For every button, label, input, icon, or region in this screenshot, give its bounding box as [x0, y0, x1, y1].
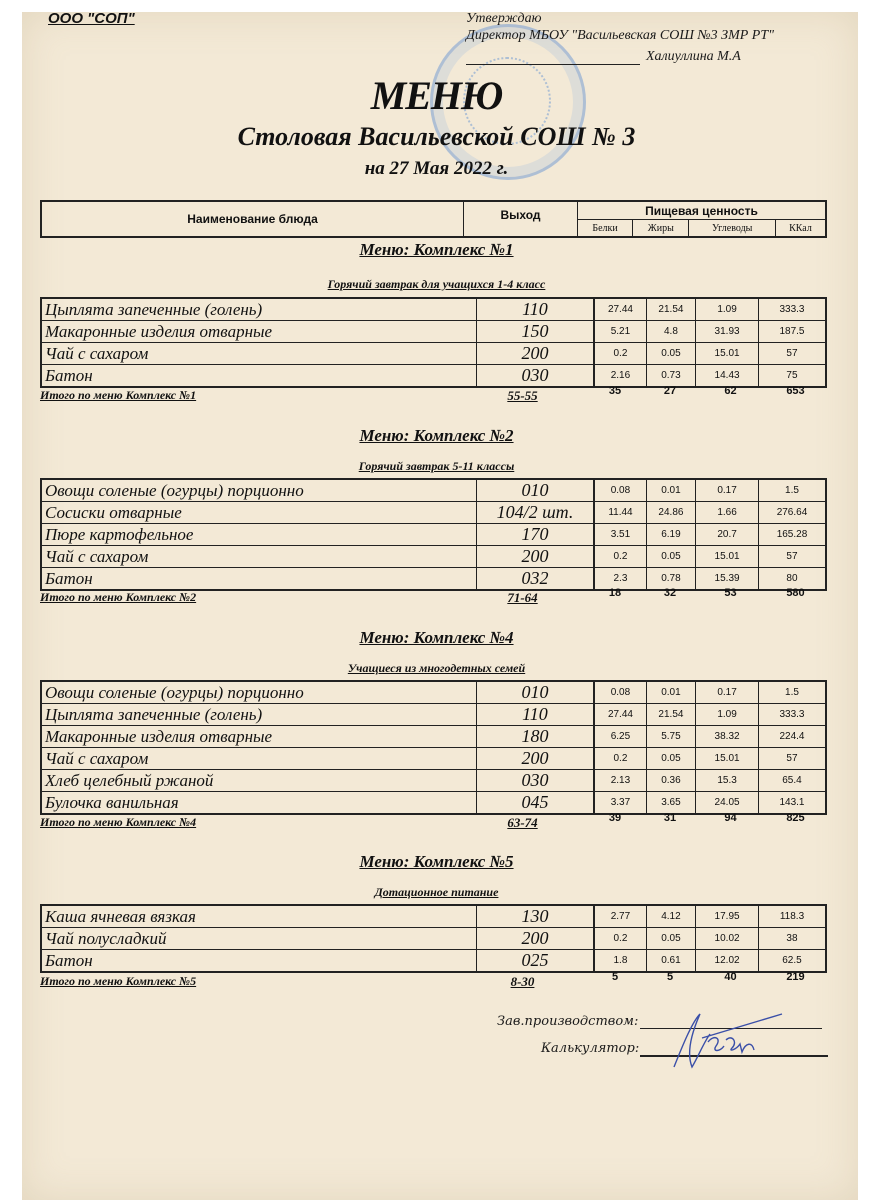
dish-name: Чай с сахаром: [41, 546, 476, 568]
carbs-value: 24.05: [696, 792, 759, 815]
dish-output: 032: [476, 568, 594, 591]
protein-value: 27.44: [594, 704, 646, 726]
table-row: [41, 524, 826, 546]
kcal-value: 57: [758, 546, 826, 568]
fat-value: 3.65: [646, 792, 695, 815]
table-row: [41, 905, 826, 928]
kcal-value: 38: [758, 928, 826, 950]
dish-name: Чай с сахаром: [41, 343, 476, 365]
fat-value: 21.54: [646, 704, 695, 726]
table-row: [41, 681, 826, 704]
kcal-value: 143.1: [758, 792, 826, 815]
protein-value: 27.44: [594, 298, 646, 321]
kcal-value: 333.3: [758, 704, 826, 726]
table-row: [41, 748, 826, 770]
total-fat: 31: [663, 812, 677, 824]
total-label: Итого по меню Комплекс №5: [40, 974, 197, 988]
protein-value: 0.2: [594, 546, 646, 568]
kcal-value: 118.3: [758, 905, 826, 928]
dish-output: 010: [476, 681, 594, 704]
dish-output: 010: [476, 479, 594, 502]
total-kcal: 580: [786, 587, 805, 599]
protein-value: 2.16: [594, 365, 646, 388]
dish-name: Чай полусладкий: [41, 928, 476, 950]
carbs-value: 38.32: [696, 726, 759, 748]
menu-table: [40, 680, 827, 815]
table-row: [41, 321, 826, 343]
table-row: [41, 792, 826, 815]
carbs-value: 1.09: [696, 298, 759, 321]
total-protein: 5: [611, 971, 619, 983]
table-row: [41, 928, 826, 950]
section-subtitle: Горячий завтрак 5-11 классы: [358, 459, 515, 473]
header-carbs: Углеводы: [689, 220, 775, 237]
dish-output: 030: [476, 770, 594, 792]
fat-value: 4.12: [646, 905, 695, 928]
protein-value: 0.2: [594, 928, 646, 950]
carbs-value: 1.66: [696, 502, 759, 524]
total-label: Итого по меню Комплекс №2: [40, 590, 197, 604]
carbs-value: 15.01: [696, 546, 759, 568]
approval-signature-line: [466, 64, 640, 65]
table-header: [40, 200, 827, 238]
dish-name: Хлеб целебный ржаной: [41, 770, 476, 792]
dish-output: 110: [476, 298, 594, 321]
dish-output: 170: [476, 524, 594, 546]
section-subtitle: Дотационное питание: [374, 885, 499, 899]
total-price: 8-30: [510, 974, 535, 989]
carbs-value: 20.7: [696, 524, 759, 546]
carbs-value: 15.01: [696, 748, 759, 770]
kcal-value: 224.4: [758, 726, 826, 748]
kcal-value: 1.5: [758, 479, 826, 502]
total-fat: 27: [663, 385, 677, 397]
dish-output: 150: [476, 321, 594, 343]
approval-name: Халиуллина М.А: [646, 49, 741, 64]
header-protein: Белки: [578, 220, 633, 237]
total-label: Итого по меню Комплекс №1: [40, 388, 197, 402]
protein-value: 2.13: [594, 770, 646, 792]
section-title: Меню: Комплекс №1: [359, 240, 514, 259]
protein-value: 0.2: [594, 748, 646, 770]
dish-name: Макаронные изделия отварные: [41, 726, 476, 748]
protein-value: 2.3: [594, 568, 646, 591]
total-kcal: 219: [786, 971, 805, 983]
handwritten-signature: [662, 1012, 802, 1072]
dish-name: Каша ячневая вязкая: [41, 905, 476, 928]
table-row: [41, 479, 826, 502]
dish-output: 180: [476, 726, 594, 748]
kcal-value: 187.5: [758, 321, 826, 343]
table-row: [41, 704, 826, 726]
kcal-value: 276.64: [758, 502, 826, 524]
kcal-value: 165.28: [758, 524, 826, 546]
fat-value: 0.01: [646, 681, 695, 704]
fat-value: 0.61: [646, 950, 695, 973]
kcal-value: 75: [758, 365, 826, 388]
total-label: Итого по меню Комплекс №4: [40, 815, 197, 829]
dish-output: 200: [476, 748, 594, 770]
fat-value: 0.78: [646, 568, 695, 591]
kcal-value: 333.3: [758, 298, 826, 321]
header-nutrition: Пищевая ценность: [578, 201, 827, 220]
protein-value: 2.77: [594, 905, 646, 928]
fat-value: 5.75: [646, 726, 695, 748]
total-fat: 5: [666, 971, 674, 983]
section-subtitle: Горячий завтрак для учащихся 1-4 класс: [327, 277, 546, 291]
dish-name: Батон: [41, 365, 476, 388]
dish-name: Цыплята запеченные (голень): [41, 298, 476, 321]
kcal-value: 80: [758, 568, 826, 591]
carbs-value: 14.43: [696, 365, 759, 388]
protein-value: 3.37: [594, 792, 646, 815]
section-total: [40, 971, 827, 992]
header-output: Выход: [464, 201, 578, 237]
carbs-value: 31.93: [696, 321, 759, 343]
dish-output: 025: [476, 950, 594, 973]
carbs-value: 1.09: [696, 704, 759, 726]
menu-table: [40, 904, 827, 973]
total-protein: 39: [608, 812, 622, 824]
dish-name: Макаронные изделия отварные: [41, 321, 476, 343]
total-carbs: 94: [724, 812, 737, 824]
fat-value: 24.86: [646, 502, 695, 524]
approval-block: [466, 10, 774, 64]
total-fat: 32: [663, 587, 677, 599]
table-row: [41, 298, 826, 321]
dish-output: 030: [476, 365, 594, 388]
dish-output: 200: [476, 343, 594, 365]
protein-value: 0.08: [594, 681, 646, 704]
dish-output: 045: [476, 792, 594, 815]
section-title: Меню: Комплекс №5: [359, 852, 514, 871]
carbs-value: 15.3: [696, 770, 759, 792]
page-subtitle: Столовая Васильевской СОШ № 3: [237, 122, 636, 151]
table-row: [41, 950, 826, 973]
dish-output: 200: [476, 546, 594, 568]
menu-table: [40, 478, 827, 591]
table-row: [41, 726, 826, 748]
fat-value: 0.05: [646, 928, 695, 950]
protein-value: 11.44: [594, 502, 646, 524]
header-kcal: ККал: [775, 220, 826, 237]
dish-output: 104/2 шт.: [476, 502, 594, 524]
fat-value: 0.05: [646, 748, 695, 770]
kcal-value: 1.5: [758, 681, 826, 704]
page-title: МЕНЮ: [370, 73, 503, 118]
kcal-value: 62.5: [758, 950, 826, 973]
kcal-value: 65.4: [758, 770, 826, 792]
fat-value: 0.05: [646, 546, 695, 568]
dish-name: Булочка ванильная: [41, 792, 476, 815]
approval-position: Директор МБОУ "Васильевская СОШ №3 ЗМР РТ": [466, 28, 774, 43]
production-head-label: Зав.производством:: [497, 1014, 639, 1029]
fat-value: 21.54: [646, 298, 695, 321]
total-carbs: 62: [724, 385, 737, 397]
table-row: [41, 502, 826, 524]
table-row: [41, 546, 826, 568]
section-title: Меню: Комплекс №2: [359, 426, 514, 445]
dish-name: Цыплята запеченные (голень): [41, 704, 476, 726]
total-protein: 35: [608, 385, 622, 397]
menu-date: на 27 Мая 2022 г.: [364, 158, 509, 179]
total-price: 55-55: [507, 388, 538, 403]
table-row: [41, 343, 826, 365]
header-dish-name: Наименование блюда: [41, 201, 464, 237]
protein-value: 0.08: [594, 479, 646, 502]
total-kcal: 825: [786, 812, 805, 824]
fat-value: 6.19: [646, 524, 695, 546]
carbs-value: 15.39: [696, 568, 759, 591]
kcal-value: 57: [758, 748, 826, 770]
menu-table: [40, 297, 827, 388]
fat-value: 0.73: [646, 365, 695, 388]
carbs-value: 15.01: [696, 343, 759, 365]
dish-output: 110: [476, 704, 594, 726]
protein-value: 3.51: [594, 524, 646, 546]
dish-name: Батон: [41, 950, 476, 973]
fat-value: 4.8: [646, 321, 695, 343]
dish-output: 130: [476, 905, 594, 928]
section-total: [40, 385, 827, 406]
total-carbs: 40: [724, 971, 737, 983]
total-kcal: 653: [786, 385, 805, 397]
total-price: 71-64: [507, 590, 538, 605]
section-title: Меню: Комплекс №4: [359, 628, 514, 647]
dish-name: Чай с сахаром: [41, 748, 476, 770]
dish-name: Батон: [41, 568, 476, 591]
section-total: [40, 812, 827, 833]
kcal-value: 57: [758, 343, 826, 365]
fat-value: 0.05: [646, 343, 695, 365]
total-protein: 18: [608, 587, 622, 599]
fat-value: 0.36: [646, 770, 695, 792]
dish-name: Пюре картофельное: [41, 524, 476, 546]
section-total: [40, 587, 827, 608]
section-subtitle: Учащиеся из многодетных семей: [347, 661, 526, 675]
dish-name: Овощи соленые (огурцы) порционно: [41, 479, 476, 502]
protein-value: 1.8: [594, 950, 646, 973]
fat-value: 0.01: [646, 479, 695, 502]
protein-value: 5.21: [594, 321, 646, 343]
dish-name: Овощи соленые (огурцы) порционно: [41, 681, 476, 704]
table-row: [41, 365, 826, 388]
total-price: 63-74: [507, 815, 538, 830]
dish-name: Сосиски отварные: [41, 502, 476, 524]
table-row: [41, 770, 826, 792]
protein-value: 6.25: [594, 726, 646, 748]
header-fat: Жиры: [633, 220, 689, 237]
carbs-value: 12.02: [696, 950, 759, 973]
carbs-value: 10.02: [696, 928, 759, 950]
dish-output: 200: [476, 928, 594, 950]
total-carbs: 53: [724, 587, 737, 599]
approval-label: Утверждаю: [466, 11, 542, 26]
protein-value: 0.2: [594, 343, 646, 365]
calculator-label: Калькулятор:: [541, 1041, 640, 1056]
organization-name: ООО "СОП": [48, 10, 135, 27]
carbs-value: 17.95: [696, 905, 759, 928]
carbs-value: 0.17: [696, 681, 759, 704]
carbs-value: 0.17: [696, 479, 759, 502]
